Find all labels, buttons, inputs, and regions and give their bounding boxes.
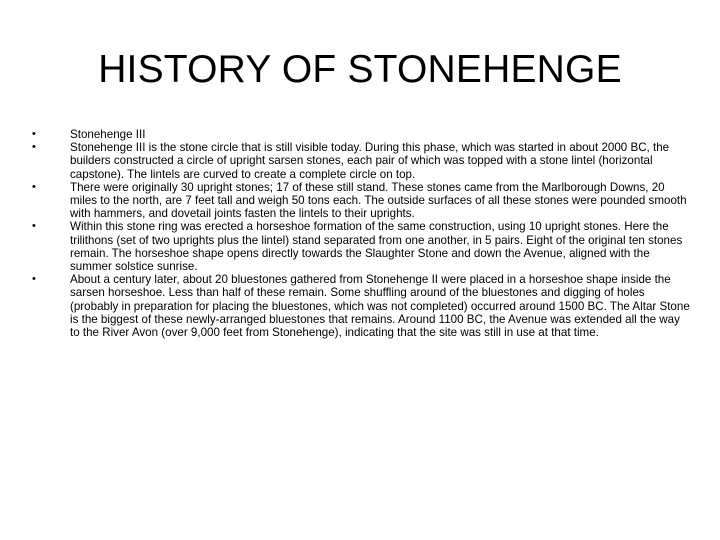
bullet-item — [32, 273, 692, 339]
bullet-item — [32, 220, 692, 273]
bullet-text: Stonehenge III — [70, 128, 146, 141]
bullet-icon: • — [32, 273, 36, 286]
bullet-item — [32, 141, 692, 181]
bullet-icon: • — [32, 220, 36, 233]
bullet-text: There were originally 30 upright stones; 17 of these still stand. These stones came from the Marlborough Downs, 20 miles to the north, are 7 feet tall and weigh 50 tons each. The outside surfaces of all these stones were pounded smooth with hammers, and dovetail joints fasten the lintels to their uprights. — [70, 180, 687, 221]
bullet-list — [32, 128, 692, 339]
bullet-item — [32, 181, 692, 221]
bullet-icon: • — [32, 180, 36, 193]
bullet-text: About a century later, about 20 bluestones gathered from Stonehenge II were placed in a horseshoe shape inside the sarsen horseshoe. Less than half of these remain. Some shuffling around of the bluestones and digging of holes (probably in preparation for placing the bluestones, which was not completed) occurred around 1500 BC. The Altar Stone is the biggest of these newly-arranged bluestones that remains. Around 1100 BC, the Avenue was extended all the way to the River Avon (over 9,000 feet from Stonehenge), indicating that the site was still in use at that time. — [70, 273, 690, 340]
slide-title: HISTORY OF STONEHENGE — [98, 48, 622, 91]
bullet-text: Within this stone ring was erected a horseshoe formation of the same construction, using 10 upright stones. Here the trilithons (set of two uprights plus the lintel) stand separated from one another, in 5 pairs. Eight of the original ten stones remain. The horseshoe shape opens directly towards the Slaughter Stone and down the Avenue, aligned with the summer solstice sunrise. — [70, 220, 683, 274]
bullet-icon: • — [32, 128, 36, 140]
bullet-icon: • — [32, 141, 36, 154]
bullet-item — [32, 128, 692, 141]
bullet-text: Stonehenge III is the stone circle that is still visible today. During this phase, which was started in about 2000 BC, the builders constructed a circle of upright sarsen stones, each pair of which was topped with a stone lintel (horizontal capstone). The lintels are curved to create a complete circle on top. — [70, 141, 670, 181]
